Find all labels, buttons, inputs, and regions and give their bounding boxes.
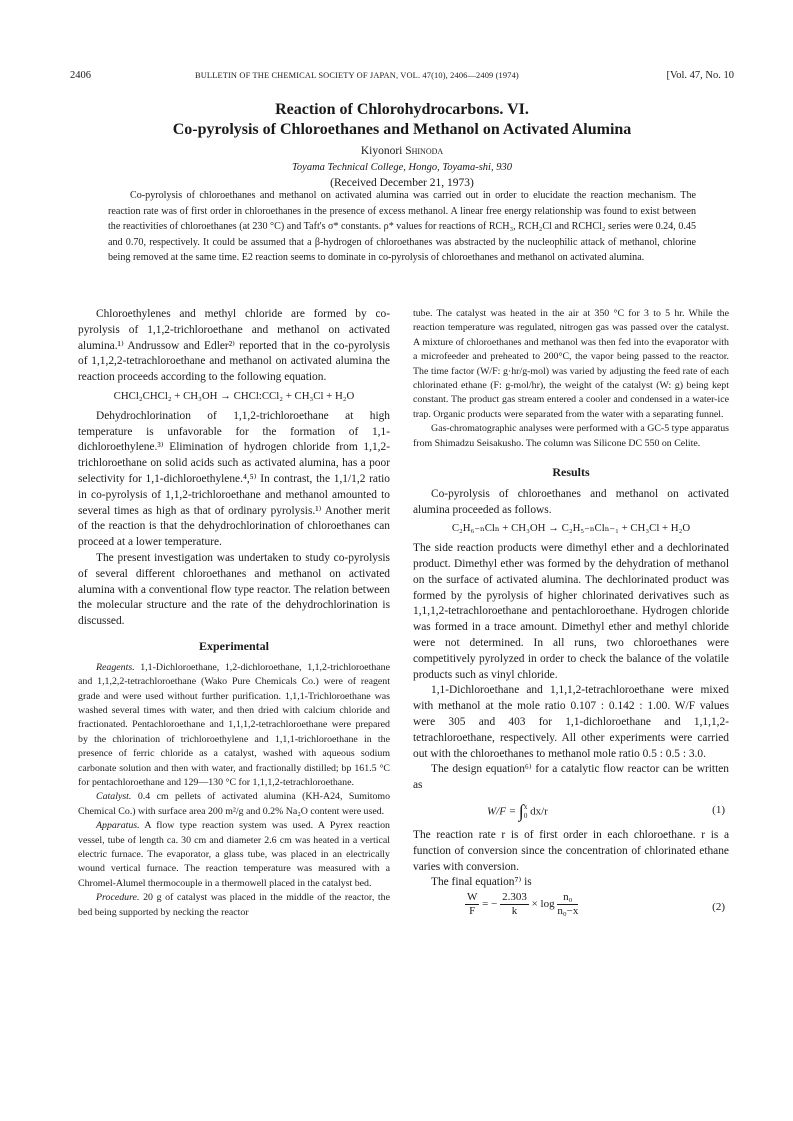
catalyst-text: 0.4 cm pellets of activated alumina (KH-A24, Sumitomo Chemical Co.) with surface area 200 m²/g and 0.2% Na₂O content were used. (78, 791, 391, 817)
eq2-equals: = − (482, 898, 498, 911)
abstract-text: Co-pyrolysis of chloroethanes and methanol on activated alumina was carried out in order to elucidate the reaction mechanism. The reaction rate was of first order in chloroethanes in the presence of excess methanol. A linear free energy relationship was found to exist between the reactivities of chloroethanes (at 230 °C) and Taft's σ* constants. ρ* values for reactions of RCH₃, RCH₂Cl and RCHCl₂ series were 0.24, 0.45 and 0.70, respectively. It could be assumed that a β-hydrogen of chloroethanes was abstracted by the nucleophilic attack of methanol, chlorine being removed at the same time. E2 reaction seems to dominate in co-pyrolysis of chloroethanes and methanol on activated alumina. (108, 190, 696, 264)
equation-1: CHCl₂CHCl₂ + CH₃OH → CHCl:CCl₂ + CH₃Cl + H₂O (113, 389, 355, 402)
fraction-w-f (465, 891, 479, 918)
running-header (70, 70, 734, 86)
left-column (78, 307, 390, 920)
procedure-text: 20 g of catalyst was placed in the middle of the reactor, the bed being supported by necking the reactor (78, 892, 390, 918)
right-column (413, 307, 729, 925)
reagents-paragraph (78, 661, 390, 791)
equation-final (413, 891, 729, 925)
abstract (108, 188, 696, 266)
volume-issue: [Vol. 47, No. 10 (666, 70, 734, 81)
eq1-rhs: dx/r (530, 805, 548, 818)
received-date: (Received December 21, 1973) (330, 177, 474, 189)
equation-design-body (487, 803, 548, 821)
results-paragraph-3: 1,1-Dichloroethane and 1,1,1,2-tetrachloroethane were mixed with methanol at the mole ratio 0.107 : 0.142 : 1.00. W/F values were 305 and 403 for 1,1-dichloroethane and 1,1,1,2-tetrachloroethane, respectively. All other experiments were carried out with the chloroethanes to methanol mole ratio 0.5 : 0.5 : 3.0. (413, 684, 729, 760)
numerator-w: W (467, 891, 478, 904)
title-line-1: Reaction of Chlorohydrocarbons. VI. (275, 101, 529, 118)
equation-number-2: (2) (712, 901, 725, 914)
page-number: 2406 (70, 70, 91, 81)
eq2-log: × log (531, 898, 555, 911)
numerator-n0: n₀ (557, 891, 578, 905)
fraction-conversion (557, 891, 578, 918)
gc-analysis-paragraph: Gas-chromatographic analyses were performed with a GC-5 type apparatus from Shimadzu Seisakusho. The column was Silicone DC 550 on Celite. (413, 423, 729, 449)
results-paragraph-6: The final equation⁷⁾ is (431, 876, 532, 889)
numerator-constant: 2.303 (502, 891, 527, 904)
equation-number-1: (1) (712, 804, 725, 816)
denominator-f: F (469, 905, 476, 918)
results-heading: Results (552, 465, 590, 480)
reagents-text: 1,1-Dichloroethane, 1,2-dichloroethane, 1,1,2-trichloroethane and 1,1,2,2-tetrachloroethane (Wako Pure Chemicals Co.) were of reagent grade and were used without further purification. 1,1,1-Trichloroethane was washed several times with water, and then dried with calcium chloride and fractionated. Pentachloroethane and 1,1,1,2-tetrachloroethane were prepared by the chlorination of trichloroethylene and 1,1,1-trichloroethane in the presence of ferric chloride as a catalyst, washed with aqueous sodium carbonate solution and then with water, and fractionally distilled; bp 161.5 °C for pentachloroethane and 129—130 °C for 1,1,1,2-tetrachloroethane. (78, 661, 391, 788)
journal-citation: BULLETIN OF THE CHEMICAL SOCIETY OF JAPAN, VOL. 47(10), 2406—2409 (1974) (195, 71, 519, 80)
author-given-name: Kiyonori (360, 145, 403, 157)
reagents-label: Reagents. (96, 661, 135, 673)
fraction-constant (500, 891, 529, 918)
procedure-continued: tube. The catalyst was heated in the air at 350 °C for 3 to 5 hr. While the reaction temperature was regulated, nitrogen gas was passed over the catalyst. A mixture of chloroethanes and methanol was then fed into the evaporator with a microfeeder and preheated to 200°C, the vapor being passed to the reactor. The time factor (W/F: g·hr/g-mol) was varied by adjusting the feed rate of each chlorinated ethane (F: g-mol/hr), the weight of the catalyst (W: g) being kept constant. The product gas stream entered a cooler and condensed in a water-ice trap. Organic products were separated from the water with a separating funnel. (413, 308, 729, 420)
procedure-label: Procedure. (96, 892, 140, 904)
equation-design (413, 794, 729, 828)
affiliation: Toyama Technical College, Hongo, Toyama-shi, 930 (292, 162, 512, 173)
apparatus-text: A flow type reaction system was used. A Pyrex reaction vessel, tube of length ca. 30 cm and diameter 2.6 cm was heated in a vertical electric furnace. The evaporator, a glass tube, was placed in an electrically wound vertical furnace. The reaction temperature was measured with a Chromel-Alumel thermocouple in a thermowell placed in the catalyst bed. (78, 820, 390, 889)
equation-reaction: C₂H₆₋ₙClₙ + CH₃OH → C₂H₅₋ₙClₙ₋₁ + CH₃Cl + H₂O (451, 522, 691, 535)
denominator-k: k (511, 905, 518, 918)
denominator-n0-x: n₀−x (557, 905, 579, 918)
results-paragraph-5: The reaction rate r is of first order in each chloroethane. r is a function of conversion since the concentration of chlorinated ethane varies with conversion. (413, 829, 729, 873)
results-paragraph-2: The side reaction products were dimethyl ether and a dechlorinated product. Dimethyl ether was formed by the dehydration of methanol on the surface of activated alumina. The dechlorinated product was formed by the pyrolysis of higher chlorinated derivatives such as 1,1,1,2-tetrachloroethane and pentachloroethane. Hydrogen chloride was formed in a trace amount. Dimethyl ether and methyl chloride were not determined. In all runs, two chloroethanes were competitively pyrolyzed in order to check the balance of the volatile products such as vinyl chloride. (413, 542, 729, 681)
apparatus-paragraph (78, 819, 390, 891)
catalyst-paragraph (78, 790, 390, 819)
results-paragraph-4: The design equation⁶⁾ for a catalytic flow reactor can be written as (413, 763, 729, 792)
intro-paragraph-1: Chloroethylenes and methyl chloride are formed by co-pyrolysis of 1,1,2-trichloroethane and methanol on activated alumina.¹⁾ Andrussow and Edler²⁾ reported that in the co-pyrolysis of 1,1,2,2-tetrachloroethane and methanol on activated alumina the reaction proceeds according to the following equation. (78, 308, 390, 384)
author (70, 145, 734, 157)
integral-lower-limit: 0 (523, 812, 528, 820)
integral-upper-limit: x (523, 803, 528, 811)
apparatus-label: Apparatus. (96, 820, 140, 832)
eq1-lhs: W/F = (487, 805, 519, 818)
intro-paragraph-2: Dehydrochlorination of 1,1,2-trichloroethane at high temperature is unfavorable for the formation of 1,1-dichloroethylene.³⁾ Elimination of hydrogen chloride from 1,1,2-trichloroethane on solid acids such as activated alumina, has a poor selectivity for 1,1-dichloroethylene.⁴,⁵⁾ In contrast, the 1,1/1,2 ratio in co-pyrolysis of 1,1,2-trichloroethane and methanol amounted to several times as high as that of ordinary pyrolysis.¹⁾ Another merit of the reaction is that the dehydrochlorination of chloroethanes can proceed at a lower temperature. (78, 409, 390, 549)
results-paragraph-1: Co-pyrolysis of chloroethanes and methanol on activated alumina proceeded as follows. (413, 487, 729, 516)
experimental-heading: Experimental (199, 638, 269, 653)
procedure-paragraph (78, 891, 390, 920)
catalyst-label: Catalyst. (96, 791, 132, 803)
author-family-name: Shinoda (405, 145, 444, 157)
intro-paragraph-3: The present investigation was undertaken to study co-pyrolysis of several different chloroethanes and methanol on activated alumina with a conventional flow type reactor. The relation between the molecular structure and the rate of the dehydrochlorination is discussed. (78, 551, 390, 628)
equation-final-body (465, 891, 578, 918)
integral-sign: ∫ (518, 801, 524, 822)
title-line-2: Co-pyrolysis of Chloroethanes and Methanol on Activated Alumina (172, 121, 632, 138)
